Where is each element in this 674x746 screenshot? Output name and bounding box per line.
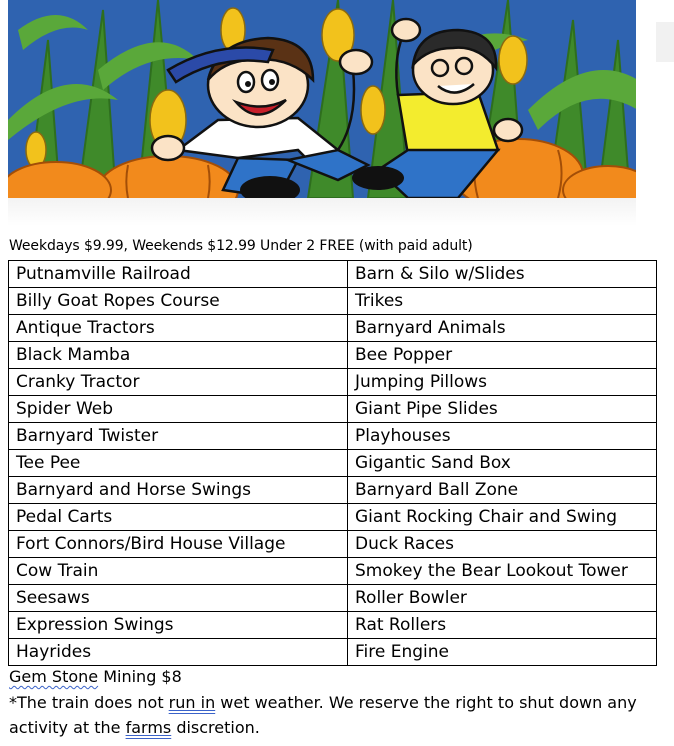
gem-stone-label: Gem Stone — [9, 667, 99, 686]
attraction-cell-left: Tee Pee — [9, 450, 348, 477]
table-row — [9, 504, 657, 531]
attraction-cell-right: Giant Pipe Slides — [348, 396, 657, 423]
attraction-cell-right: Smokey the Bear Lookout Tower — [348, 558, 657, 585]
attraction-cell-right: Roller Bowler — [348, 585, 657, 612]
table-row — [9, 261, 657, 288]
attraction-cell-left: Black Mamba — [9, 342, 348, 369]
attraction-cell-right: Duck Races — [348, 531, 657, 558]
cropped-edge-mark — [656, 22, 674, 62]
pricing-line: Weekdays $9.99, Weekends $12.99 Under 2 FREE (with paid adult) — [9, 238, 473, 254]
note-part-2: wet weather. We reserve the right to shut down any activity at the — [9, 693, 637, 737]
attraction-cell-left: Barnyard and Horse Swings — [9, 477, 348, 504]
attractions-table-body — [9, 261, 657, 666]
attraction-cell-left: Spider Web — [9, 396, 348, 423]
attractions-table — [8, 260, 657, 666]
table-row — [9, 288, 657, 315]
table-row — [9, 477, 657, 504]
attraction-cell-right: Fire Engine — [348, 639, 657, 666]
attraction-cell-right: Rat Rollers — [348, 612, 657, 639]
attraction-cell-left: Pedal Carts — [9, 504, 348, 531]
table-row — [9, 531, 657, 558]
note-farms: farms — [125, 718, 172, 737]
weather-note — [9, 690, 649, 740]
attraction-cell-left: Putnamville Railroad — [9, 261, 348, 288]
table-row — [9, 558, 657, 585]
illustration-bottom-fade — [8, 198, 638, 226]
note-run-in: run in — [168, 693, 216, 712]
table-row — [9, 585, 657, 612]
attraction-cell-right: Bee Popper — [348, 342, 657, 369]
attraction-cell-left: Antique Tractors — [9, 315, 348, 342]
kids-cornfield-illustration — [8, 0, 638, 198]
table-row — [9, 342, 657, 369]
attraction-cell-left: Billy Goat Ropes Course — [9, 288, 348, 315]
attraction-cell-left: Cranky Tractor — [9, 369, 348, 396]
attraction-cell-left: Fort Connors/Bird House Village — [9, 531, 348, 558]
gem-mining-line — [9, 667, 182, 686]
table-row — [9, 369, 657, 396]
attraction-cell-right: Barnyard Animals — [348, 315, 657, 342]
header-illustration — [8, 0, 638, 198]
attraction-cell-right: Trikes — [348, 288, 657, 315]
table-row — [9, 450, 657, 477]
table-row — [9, 612, 657, 639]
attraction-cell-right: Playhouses — [348, 423, 657, 450]
table-row — [9, 315, 657, 342]
note-part-1: *The train does not — [9, 693, 169, 712]
attraction-cell-right: Jumping Pillows — [348, 369, 657, 396]
attraction-cell-left: Cow Train — [9, 558, 348, 585]
note-part-3: discretion. — [171, 718, 260, 737]
attraction-cell-right: Giant Rocking Chair and Swing — [348, 504, 657, 531]
attraction-cell-left: Hayrides — [9, 639, 348, 666]
attraction-cell-right: Gigantic Sand Box — [348, 450, 657, 477]
attraction-cell-right: Barnyard Ball Zone — [348, 477, 657, 504]
table-row — [9, 423, 657, 450]
attraction-cell-left: Expression Swings — [9, 612, 348, 639]
table-row — [9, 639, 657, 666]
gem-mining-price: Mining $8 — [98, 667, 182, 686]
attraction-cell-left: Barnyard Twister — [9, 423, 348, 450]
table-row — [9, 396, 657, 423]
attraction-cell-right: Barn & Silo w/Slides — [348, 261, 657, 288]
attraction-cell-left: Seesaws — [9, 585, 348, 612]
